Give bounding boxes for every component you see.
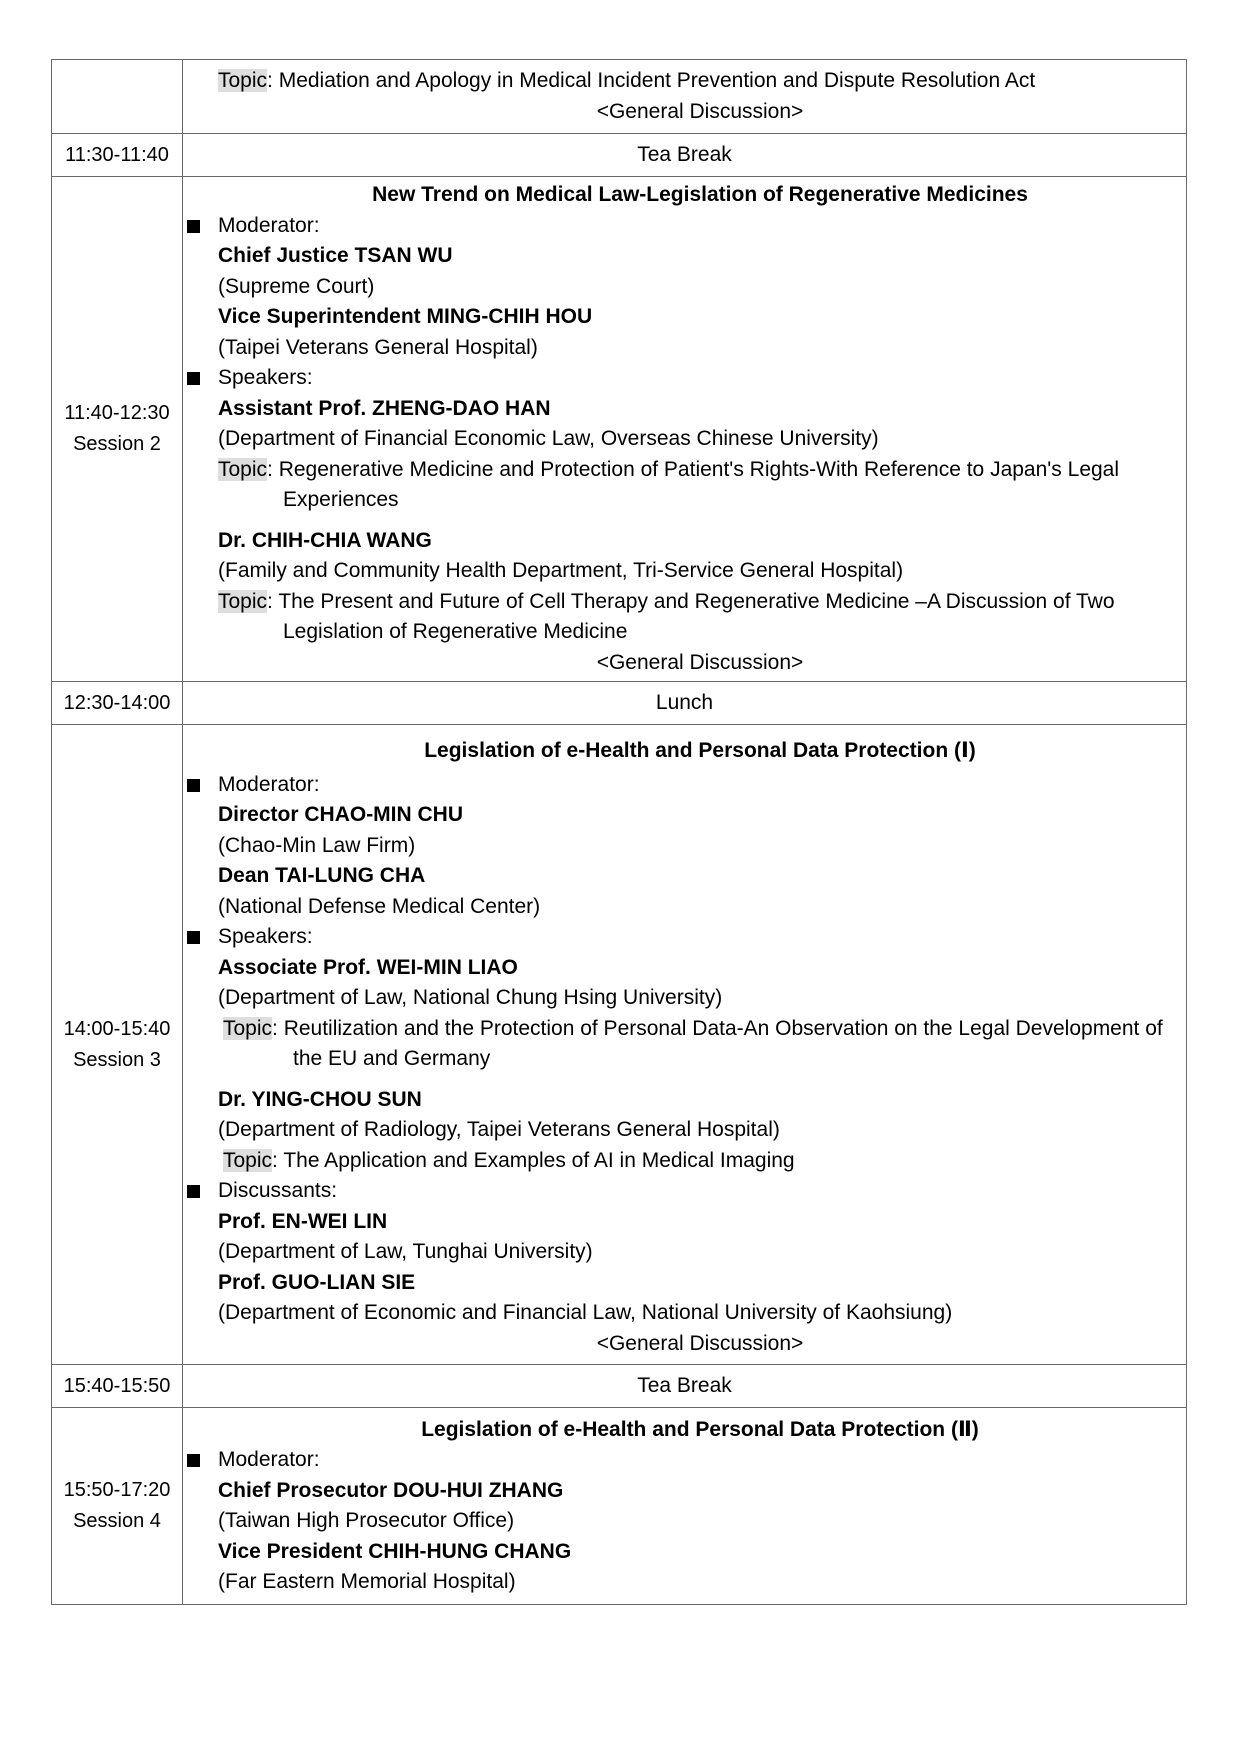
content-cell <box>183 60 1187 134</box>
moderator-name: Chief Justice TSAN WU <box>218 244 453 267</box>
general-discussion: <General Discussion> <box>596 650 804 674</box>
topic-label: Topic <box>218 457 268 481</box>
time-cell: 11:30-11:40 <box>52 134 183 177</box>
speaker-name: Dr. CHIH-CHIA WANG <box>218 528 432 552</box>
square-bullet-icon <box>187 931 200 944</box>
moderator-heading: Moderator: <box>218 770 1182 801</box>
moderator-heading: Moderator: <box>218 1445 1182 1476</box>
moderator-affiliation: (National Defense Medical Center) <box>218 894 541 918</box>
topic-text: : The Present and Future of Cell Therapy and Regenerative Medicine –A Discussion of Two Legislation of Regenerative Medicine <box>267 589 1115 643</box>
topic-label: Topic <box>218 589 268 613</box>
moderator-affiliation: (Taiwan High Prosecutor Office) <box>218 1509 515 1532</box>
table-row <box>52 134 1187 177</box>
square-bullet-icon <box>187 1454 200 1467</box>
content-cell <box>183 177 1187 682</box>
square-bullet-icon <box>187 779 200 792</box>
topic-label: Topic <box>218 69 268 92</box>
speaker-topic <box>223 1146 1182 1177</box>
discussant-name: Prof. EN-WEI LIN <box>218 1209 388 1233</box>
moderator-affiliation: (Chao-Min Law Firm) <box>218 833 416 857</box>
break-label: Lunch <box>183 682 1187 725</box>
moderator-name: Dean TAI-LUNG CHA <box>218 864 426 887</box>
table-row <box>52 60 1187 134</box>
table-row <box>52 1365 1187 1408</box>
session-label: Session 3 <box>73 1048 161 1071</box>
moderator-name: Chief Prosecutor DOU-HUI ZHANG <box>218 1478 564 1502</box>
session-title: New Trend on Medical Law-Legislation of Regenerative Medicines <box>372 183 1028 206</box>
topic-text: : Mediation and Apology in Medical Incident Prevention and Dispute Resolution Act <box>267 69 1036 92</box>
break-label: Tea Break <box>183 1365 1187 1408</box>
moderator-name: Vice Superintendent MING-CHIH HOU <box>218 305 593 328</box>
topic-label: Topic <box>223 1016 273 1040</box>
general-discussion: <General Discussion> <box>596 99 804 123</box>
discussant-name: Prof. GUO-LIAN SIE <box>218 1270 416 1294</box>
speaker-name: Assistant Prof. ZHENG-DAO HAN <box>218 396 551 420</box>
time-cell <box>52 60 183 134</box>
table-row <box>52 177 1187 682</box>
speaker-topic <box>223 1014 1182 1075</box>
topic-line <box>218 66 1182 97</box>
moderator-affiliation: (Taipei Veterans General Hospital) <box>218 335 538 359</box>
speakers-heading: Speakers: <box>218 922 1182 953</box>
content-cell <box>183 1408 1187 1605</box>
square-bullet-icon <box>187 1185 200 1198</box>
moderator-name: Vice President CHIH-HUNG CHANG <box>218 1539 572 1563</box>
table-row <box>52 725 1187 1365</box>
speaker-topic <box>218 587 1182 648</box>
speakers-heading: Speakers: <box>218 363 1182 394</box>
topic-text: : Regenerative Medicine and Protection of Patient's Rights-With Reference to Japan's Legal Experiences <box>267 457 1120 511</box>
session-time: 14:00-15:40 <box>63 1017 171 1040</box>
time-cell: 15:40-15:50 <box>52 1365 183 1408</box>
time-cell <box>52 725 183 1365</box>
content-cell <box>183 725 1187 1365</box>
break-label: Tea Break <box>183 134 1187 177</box>
speaker-topic <box>218 455 1182 516</box>
speaker-name: Dr. YING-CHOU SUN <box>218 1087 422 1111</box>
session-title: Legislation of e-Health and Personal Data Protection (Ⅱ) <box>421 1417 979 1441</box>
time-cell <box>52 1408 183 1605</box>
square-bullet-icon <box>187 220 200 233</box>
table-row <box>52 1408 1187 1605</box>
session-time: 15:50-17:20 <box>63 1479 171 1501</box>
time-cell <box>52 177 183 682</box>
session-time: 11:40-12:30 <box>64 402 170 424</box>
moderator-affiliation: (Supreme Court) <box>218 274 375 298</box>
speaker-affiliation: (Department of Radiology, Taipei Veterans General Hospital) <box>218 1118 780 1141</box>
discussants-heading: Discussants: <box>218 1176 1182 1207</box>
session-title: Legislation of e-Health and Personal Data Protection (Ⅰ) <box>424 739 976 762</box>
moderator-name: Director CHAO-MIN CHU <box>218 803 464 826</box>
speaker-name: Associate Prof. WEI-MIN LIAO <box>218 955 518 979</box>
general-discussion: <General Discussion> <box>596 1331 804 1355</box>
speaker-affiliation: (Family and Community Health Department, Tri-Service General Hospital) <box>218 559 904 582</box>
topic-text: : Reutilization and the Protection of Personal Data-An Observation on the Legal Development of the EU and Germany <box>272 1016 1163 1070</box>
session-label: Session 2 <box>73 433 161 455</box>
discussant-affiliation: (Department of Economic and Financial Law, National University of Kaohsiung) <box>218 1301 953 1324</box>
moderator-affiliation: (Far Eastern Memorial Hospital) <box>218 1570 516 1593</box>
time-cell: 12:30-14:00 <box>52 682 183 725</box>
table-row <box>52 682 1187 725</box>
moderator-heading: Moderator: <box>218 211 1182 242</box>
session-label: Session 4 <box>73 1510 161 1532</box>
square-bullet-icon <box>187 372 200 385</box>
agenda-table <box>51 59 1187 1605</box>
topic-text: : The Application and Examples of AI in Medical Imaging <box>272 1148 795 1172</box>
speaker-affiliation: (Department of Financial Economic Law, Overseas Chinese University) <box>218 427 879 450</box>
discussant-affiliation: (Department of Law, Tunghai University) <box>218 1240 593 1263</box>
topic-label: Topic <box>223 1148 273 1172</box>
speaker-affiliation: (Department of Law, National Chung Hsing University) <box>218 986 723 1009</box>
